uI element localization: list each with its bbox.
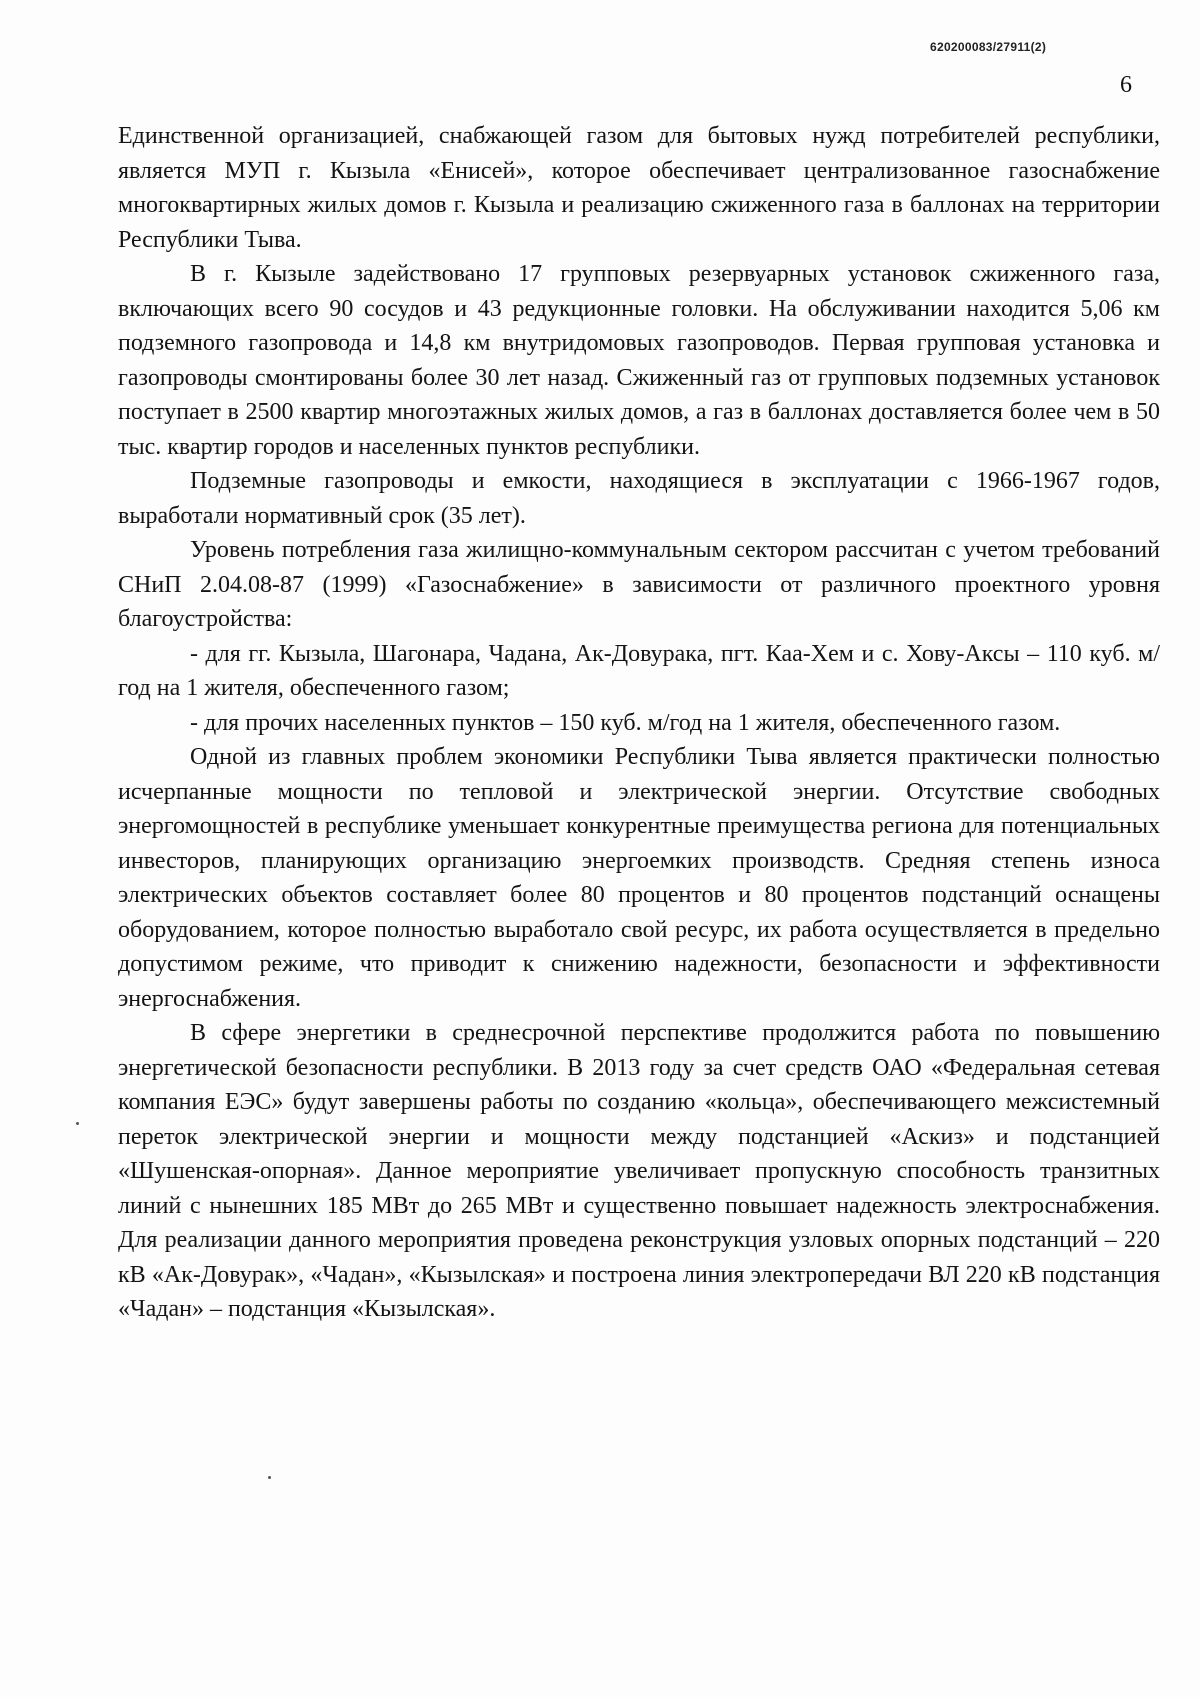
page-number: 6 xyxy=(1120,72,1132,98)
list-item-cities-consumption: - для гг. Кызыла, Шагонара, Чадана, Ак-Довурака, пгт. Каа-Хем и с. Хову-Аксы – 110 куб. м/год на 1 жителя, обеспеченного газом; xyxy=(118,640,1160,701)
document-body xyxy=(118,119,1160,1327)
paragraph-energy-security: В сфере энергетики в среднесрочной перспективе продолжится работа по повышению энергетической безопасности республики. В 2013 году за счет средств ОАО «Федеральная сетевая компания ЕЭС» будут завершены работы по созданию «кольца», обеспечивающего межсистемный переток электрической энергии и мощности между подстанцией «Аскиз» и подстанцией «Шушенская-опорная». Данное мероприятие увеличивает пропускную способность транзитных линий с нынешних 185 МВт до 265 МВт и существенно повышает надежность электроснабжения. Для реализации данного мероприятия проведена реконструкция узловых опорных подстанций – 220 кВ «Ак-Довурак», «Чадан», «Кызылская» и построена линия электропередачи ВЛ 220 кВ подстанция «Чадан» – подстанция «Кызылская». xyxy=(118,1020,1160,1322)
paragraph-underground-pipelines: Подземные газопроводы и емкости, находящиеся в эксплуатации с 1966-1967 годов, выработали нормативный срок (35 лет). xyxy=(118,468,1160,529)
paragraph-kyzyl-gas-installations: В г. Кызыле задействовано 17 групповых резервуарных установок сжиженного газа, включающих всего 90 сосудов и 43 редукционные головки. На обслуживании находится 5,06 км подземного газопровода и 14,8 км внутридомовых газопроводов. Первая групповая установка и газопроводы смонтированы более 30 лет назад. Сжиженный газ от групповых подземных установок поступает в 2500 квартир многоэтажных жилых домов, а газ в баллонах доставляется более чем в 50 тыс. квартир городов и населенных пунктов республики. xyxy=(118,261,1160,460)
scan-speck xyxy=(76,1122,79,1125)
scan-speck xyxy=(268,1476,271,1479)
paragraph-consumption-level: Уровень потребления газа жилищно-коммунальным сектором рассчитан с учетом требований СНиП 2.04.08-87 (1999) «Газоснабжение» в зависимости от различного проектного уровня благоустройства: xyxy=(118,537,1160,632)
paragraph-gas-supplier: Единственной организацией, снабжающей газом для бытовых нужд потребителей республики, является МУП г. Кызыла «Енисей», которое обеспечивает централизованное газоснабжение многоквартирных жилых домов г. Кызыла и реализацию сжиженного газа в баллонах на территории Республики Тыва. xyxy=(118,123,1160,253)
paragraph-energy-problems: Одной из главных проблем экономики Республики Тыва является практически полностью исчерпанные мощности по тепловой и электрической энергии. Отсутствие свободных энергомощностей в республике уменьшает конкурентные преимущества региона для потенциальных инвесторов, планирующих организацию энергоемких производств. Средняя степень износа электрических объектов составляет более 80 процентов и 80 процентов подстанций оснащены оборудованием, которое полностью выработало свой ресурс, их работа осуществляется в предельно допустимом режиме, что приводит к снижению надежности, безопасности и эффективности энергоснабжения. xyxy=(118,744,1160,1012)
document-code: 620200083/27911(2) xyxy=(930,40,1047,54)
list-item-other-settlements-consumption: - для прочих населенных пунктов – 150 куб. м/год на 1 жителя, обеспеченного газом. xyxy=(190,709,1061,736)
